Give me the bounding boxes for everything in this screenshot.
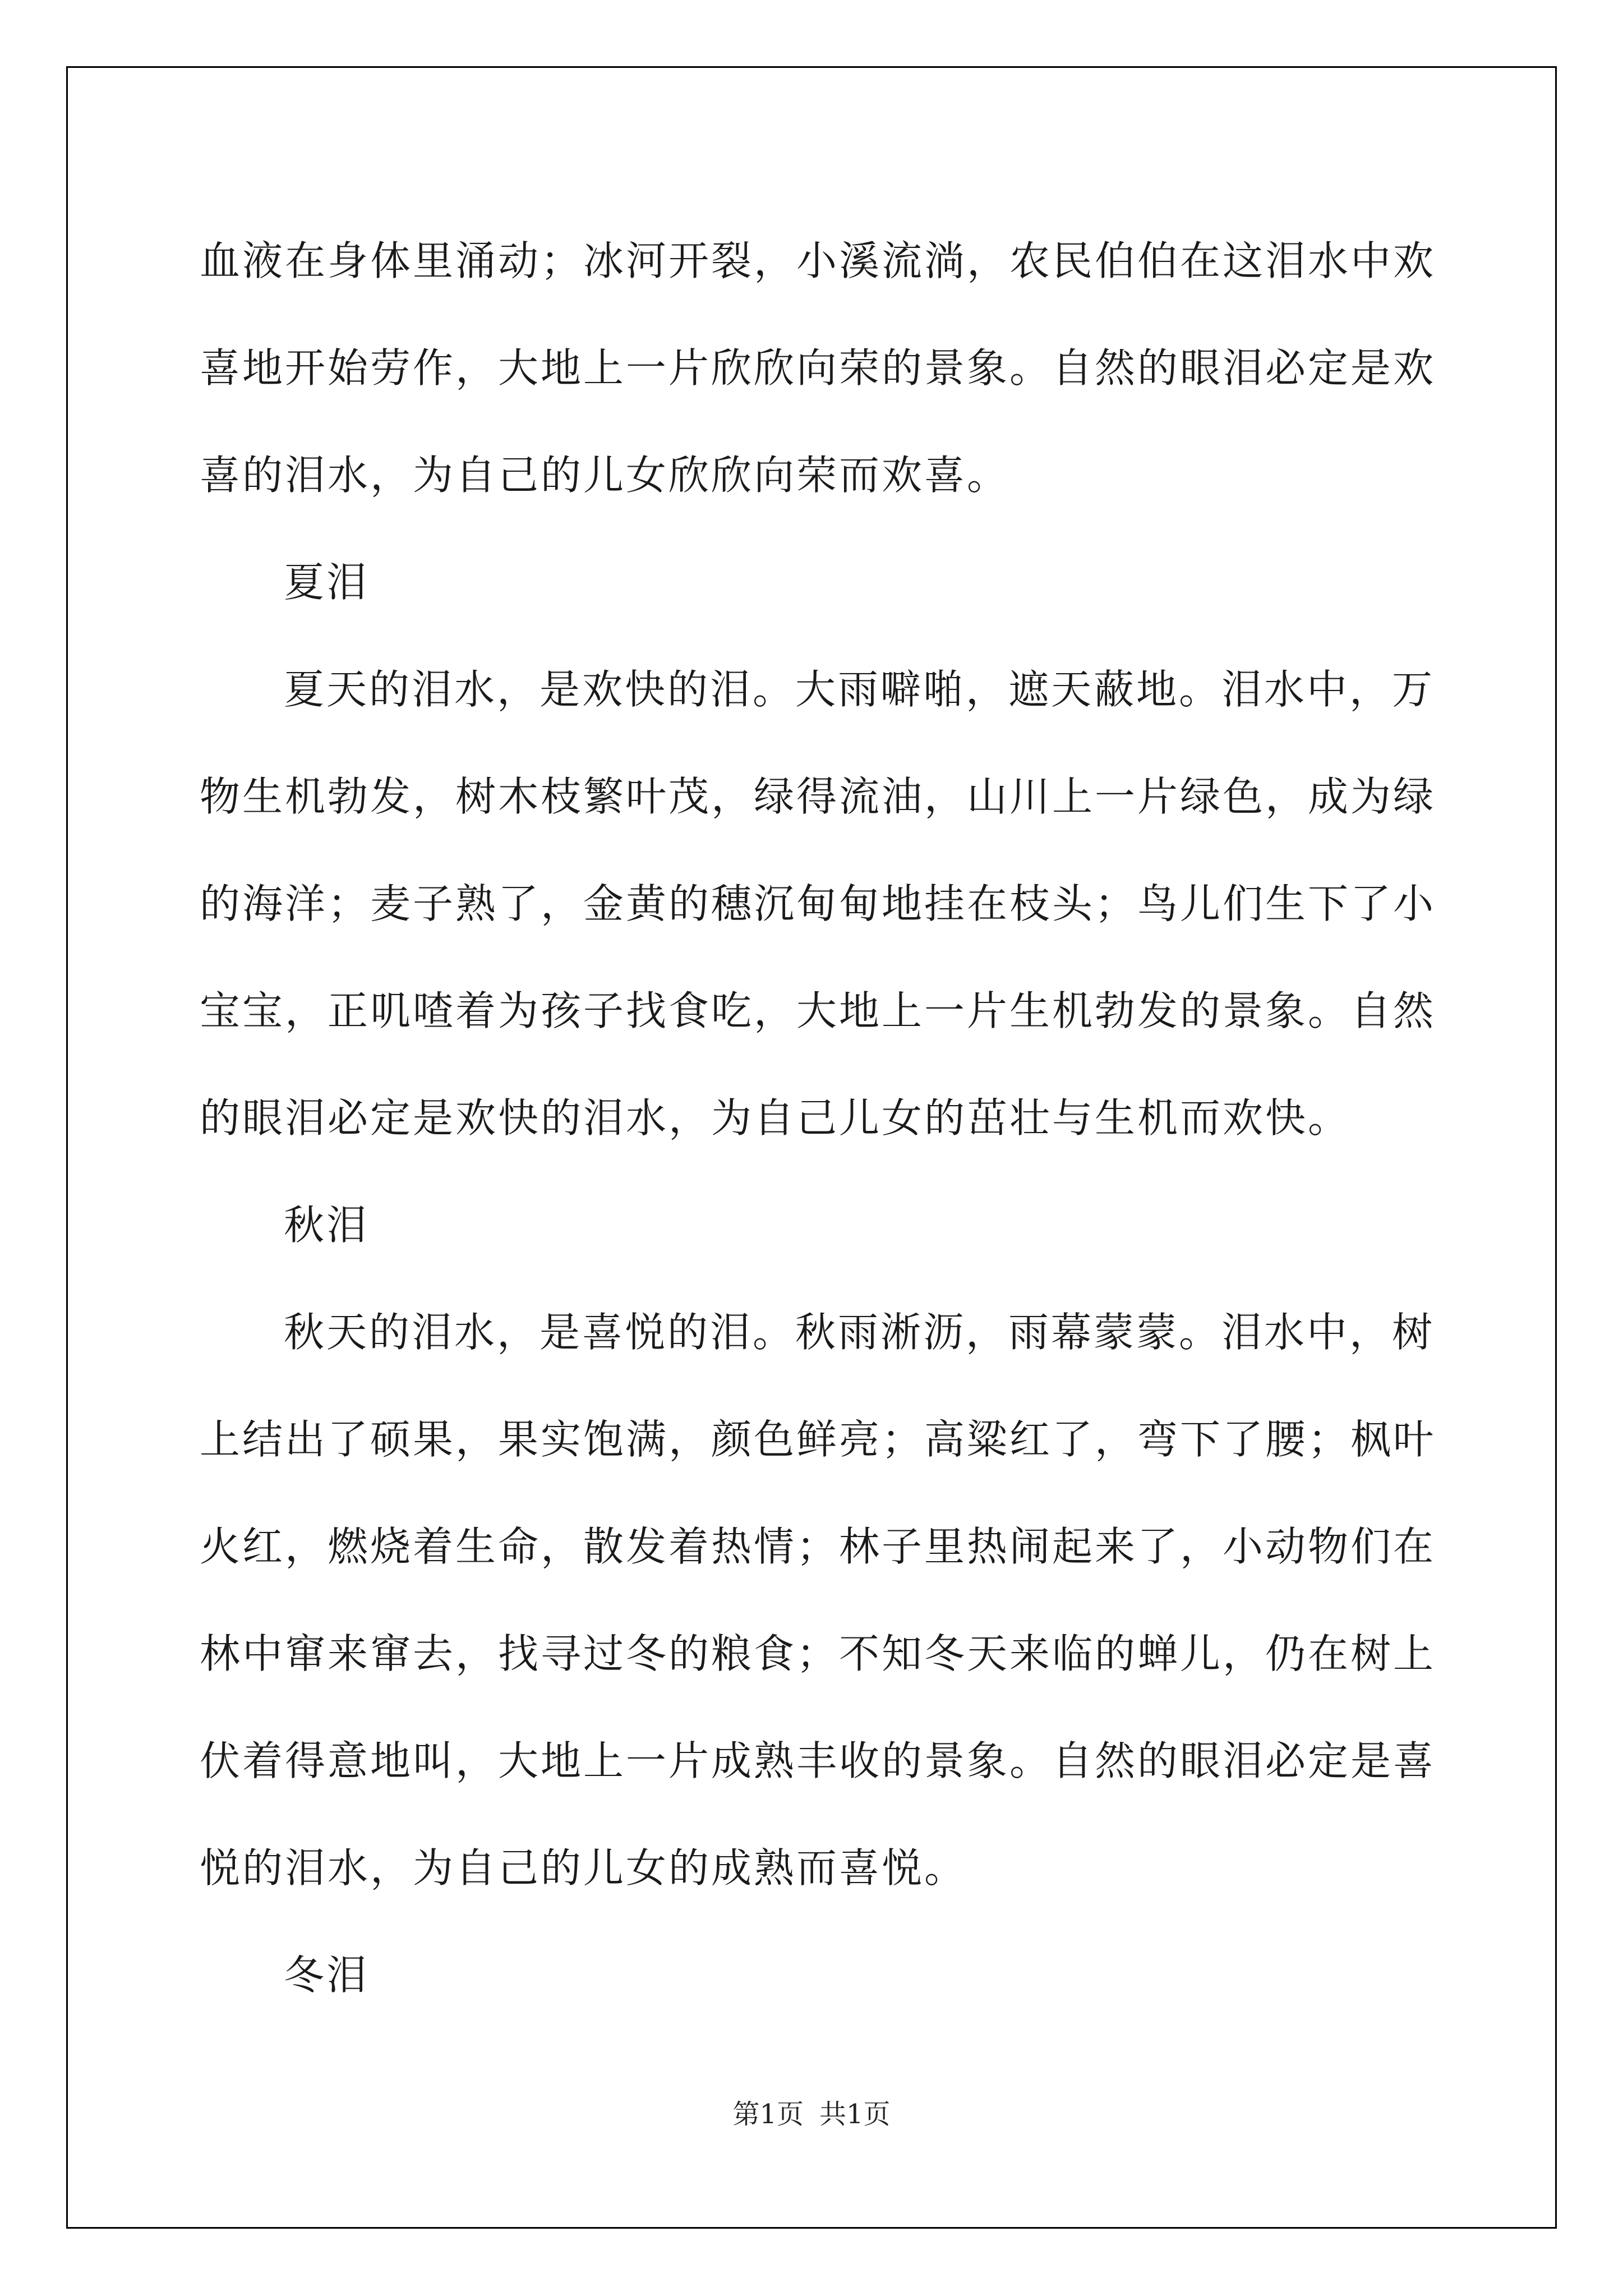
heading-winter-tears: 冬泪 [284,1952,370,1999]
paragraph-1: 血液在身体里涌动；冰河开裂，小溪流淌，农民伯伯在这泪水中欢喜地开始劳作，大地上一片欣欣向荣的景象。自然的眼泪必定是欢喜的泪水，为自己的儿女欣欣向荣而欢喜。 [200,237,1436,499]
document-body [200,208,1467,2029]
page-total: 共1页 [819,2099,891,2130]
heading-summer-tears: 夏泪 [284,559,370,606]
page-footer [0,2092,1623,2131]
paragraph-autumn: 秋天的泪水，是喜悦的泪。秋雨淅沥，雨幕蒙蒙。泪水中，树上结出了硕果，果实饱满，颜色鲜亮；高粱红了，弯下了腰；枫叶火红，燃烧着生命，散发着热情；林子里热闹起来了，小动物们在林中窜来窜去，找寻过冬的粮食；不知冬天来临的蝉儿，仍在树上伏着得意地叫，大地上一片成熟丰收的景象。自然的眼泪必定是喜悦的泪水，为自己的儿女的成熟而喜悦。 [200,1309,1436,1892]
page-number: 第1页 [732,2099,804,2130]
heading-autumn-tears: 秋泪 [284,1202,370,1249]
paragraph-summer: 夏天的泪水，是欢快的泪。大雨噼啪，遮天蔽地。泪水中，万物生机勃发，树木枝繁叶茂，绿得流油，山川上一片绿色，成为绿的海洋；麦子熟了，金黄的穗沉甸甸地挂在枝头；鸟儿们生下了小宝宝，正叽喳着为孩子找食吃，大地上一片生机勃发的景象。自然的眼泪必定是欢快的泪水，为自己儿女的茁壮与生机而欢快。 [200,666,1436,1142]
